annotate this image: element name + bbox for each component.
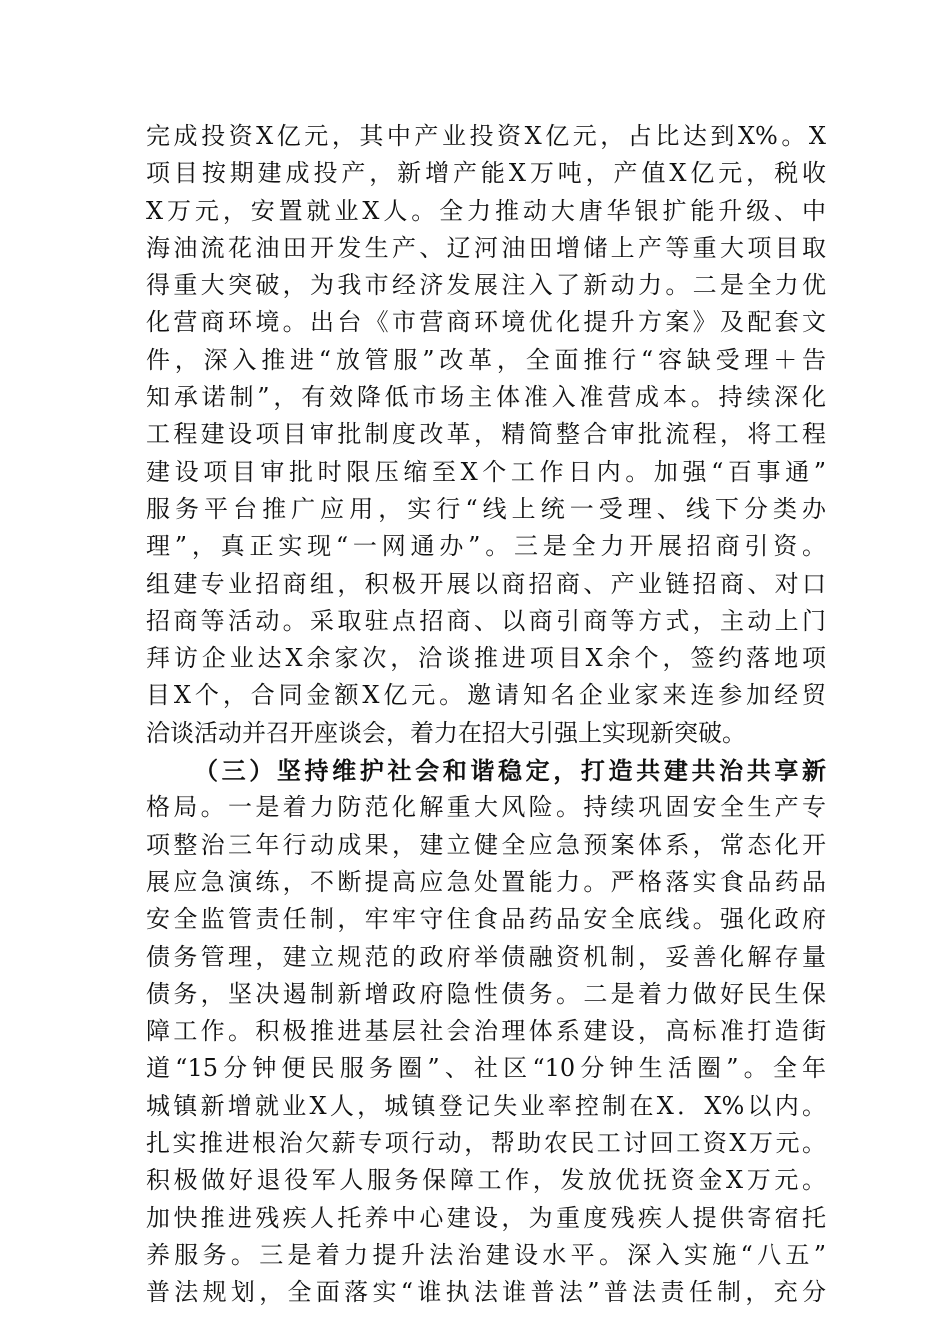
text-line: 海油流花油田开发生产、辽河油田增储上产等重大项目取: [146, 233, 826, 262]
text-line: 招商等活动。采取驻点招商、以商引商等方式，主动上门: [146, 606, 826, 635]
text-line: 债务，坚决遏制新增政府隐性债务。二是着力做好民生保: [146, 979, 826, 1008]
text-line: 服务平台推广应用，实行“线上统一受理、线下分类办: [146, 494, 826, 523]
section-heading: （三）坚持维护社会和谐稳定，打造共建共治共享新: [194, 756, 826, 786]
text-line: 格局。一是着力防范化解重大风险。持续巩固安全生产专: [146, 793, 826, 822]
text-line: 工程建设项目审批制度改革，精简整合审批流程，将工程: [146, 420, 826, 449]
text-line: 知承诺制”，有效降低市场主体准入准营成本。持续深化: [146, 383, 826, 412]
text-line: 建设项目审批时限压缩至X个工作日内。加强“百事通”: [146, 457, 826, 486]
text-line: 障工作。积极推进基层社会治理体系建设，高标准打造街: [146, 1017, 826, 1046]
text-line: 项整治三年行动成果，建立健全应急预案体系，常态化开: [146, 830, 826, 859]
text-line: 目X个，合同金额X亿元。邀请知名企业家来连参加经贸: [146, 681, 826, 710]
text-line: 完成投资X亿元，其中产业投资X亿元，占比达到X%。X: [146, 122, 826, 150]
text-line: 洽谈活动并召开座谈会，着力在招大引强上实现新突破。: [146, 718, 746, 747]
text-line: 化营商环境。出台《市营商环境优化提升方案》及配套文: [146, 308, 826, 337]
text-line: 安全监管责任制，牢牢守住食品药品安全底线。强化政府: [146, 905, 826, 934]
text-line: 积极做好退役军人服务保障工作，发放优抚资金X万元。: [146, 1166, 826, 1195]
text-line: 拜访企业达X余家次，洽谈推进项目X余个，签约落地项: [146, 644, 826, 673]
text-line: 养服务。三是着力提升法治建设水平。深入实施“八五”: [146, 1240, 826, 1269]
text-line: 加快推进残疾人托养中心建设，为重度残疾人提供寄宿托: [146, 1203, 826, 1232]
text-line: 件，深入推进“放管服”改革，全面推行“容缺受理＋告: [146, 345, 826, 374]
text-line: 扎实推进根治欠薪专项行动，帮助农民工讨回工资X万元。: [146, 1129, 826, 1158]
text-line: 理”，真正实现“一网通办”。三是全力开展招商引资。: [146, 532, 826, 561]
text-line: 组建专业招商组，积极开展以商招商、产业链招商、对口: [146, 569, 826, 598]
text-line: 普法规划，全面落实“谁执法谁普法”普法责任制，充分: [146, 1278, 826, 1307]
text-line: 展应急演练，不断提高应急处置能力。严格落实食品药品: [146, 867, 826, 896]
text-line: 债务管理，建立规范的政府举债融资机制，妥善化解存量: [146, 942, 826, 971]
text-line: 道“15分钟便民服务圈”、社区“10分钟生活圈”。全年: [146, 1054, 826, 1083]
text-line: 项目按期建成投产，新增产能X万吨，产值X亿元，税收: [146, 159, 826, 188]
text-line: 得重大突破，为我市经济发展注入了新动力。二是全力优: [146, 271, 826, 300]
text-line: 城镇新增就业X人，城镇登记失业率控制在X．X%以内。: [146, 1091, 826, 1120]
text-line: X万元，安置就业X人。全力推动大唐华银扩能升级、中: [146, 196, 826, 225]
body-text: [146, 118, 826, 1312]
